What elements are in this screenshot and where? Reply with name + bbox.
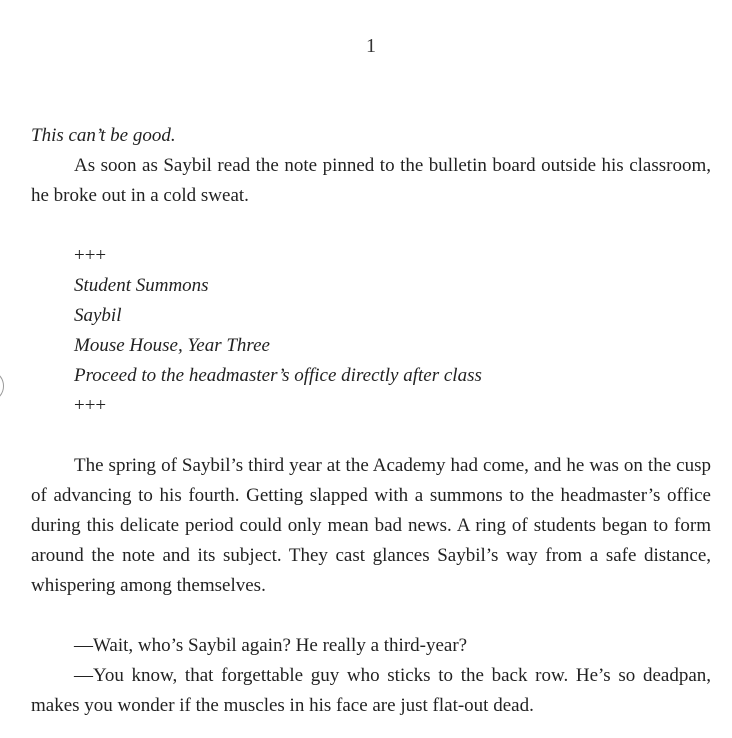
notice-house: Mouse House, Year Three xyxy=(74,335,270,356)
page-number: 1 xyxy=(366,35,376,57)
dialogue-line: —You know, that forgettable guy who sticks to the back row. He’s so deadpan, makes you wonder if the muscles in his face are just flat-out dead. xyxy=(31,665,711,716)
page-content xyxy=(31,121,711,721)
spacer xyxy=(31,601,711,631)
notice-title: Student Summons xyxy=(74,275,209,296)
paragraph: As soon as Saybil read the note pinned to the bulletin board outside his classroom, he broke out in a cold sweat. xyxy=(31,155,711,206)
margin-circle-handle[interactable] xyxy=(0,370,4,402)
notice-close-marker: +++ xyxy=(74,395,107,416)
notice-name: Saybil xyxy=(74,305,122,326)
spacer xyxy=(31,421,711,451)
dialogue-line: —Wait, who’s Saybil again? He really a third-year? xyxy=(74,635,468,656)
notice-open-marker: +++ xyxy=(74,245,107,266)
notice-instruction: Proceed to the headmaster’s office directly after class xyxy=(74,365,482,386)
paragraph: The spring of Saybil’s third year at the Academy had come, and he was on the cusp of advancing to his fourth. Getting slapped with a summons to the headmaster’s office during this delicate period could only mean bad news. A ring of students began to form around the note and its subject. They cast glances Saybil’s way from a safe distance, whispering among themselves. xyxy=(31,455,711,596)
summons-notice xyxy=(31,241,711,421)
spacer xyxy=(31,211,711,241)
opening-line: This can’t be good. xyxy=(31,125,176,146)
